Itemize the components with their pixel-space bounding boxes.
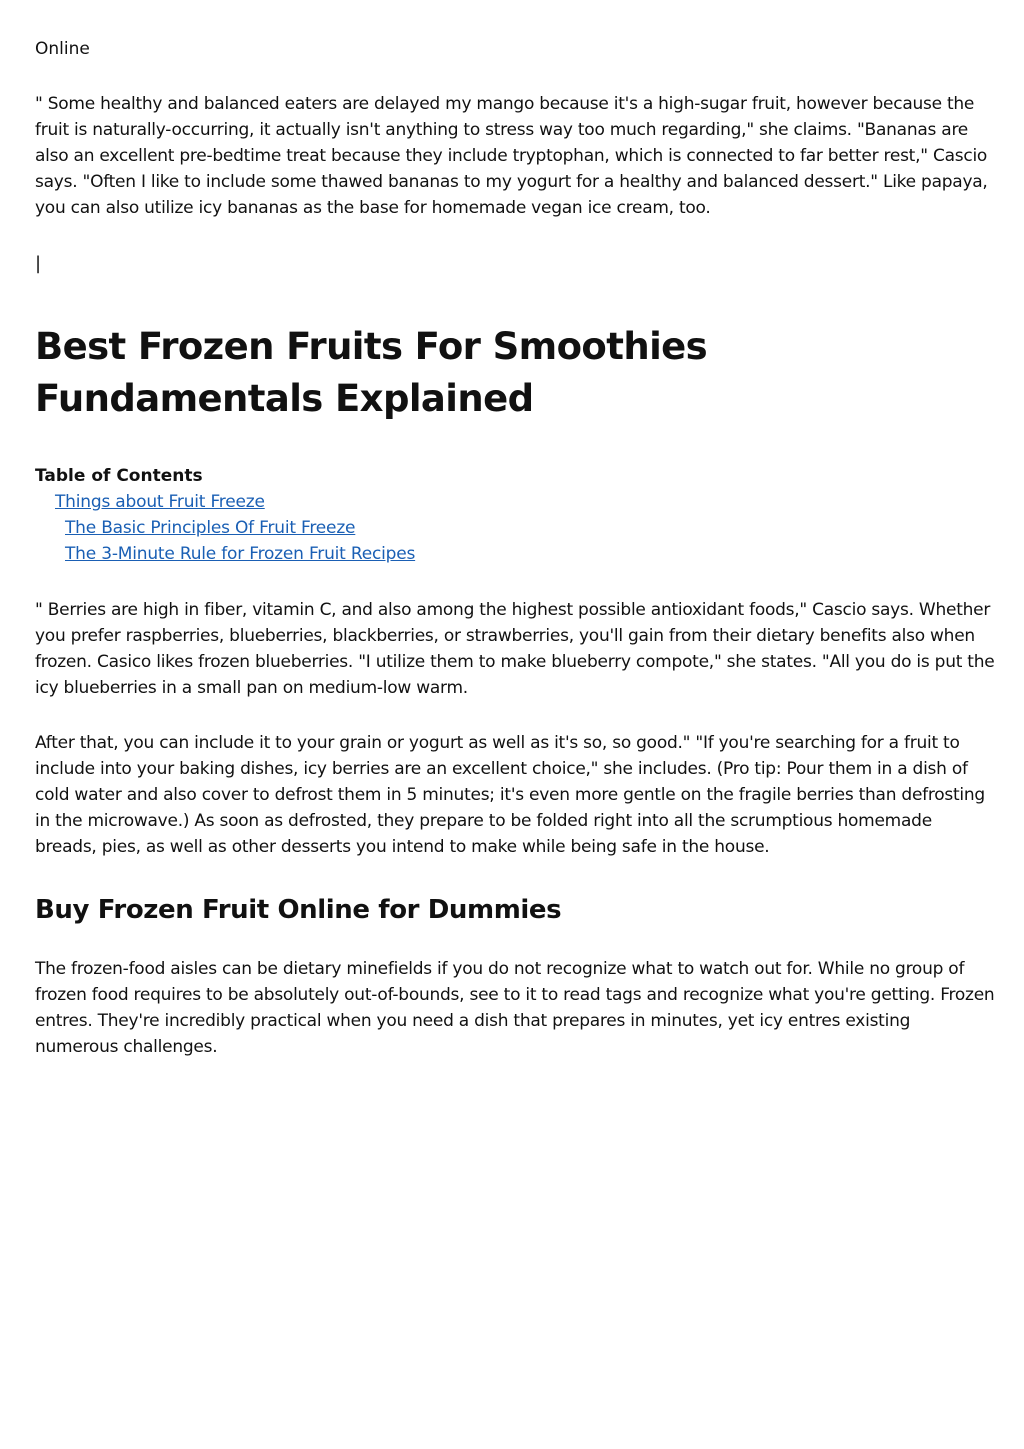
intro-top-word: Online bbox=[35, 39, 90, 59]
toc-heading: Table of Contents bbox=[35, 466, 203, 486]
toc-item bbox=[35, 541, 995, 567]
separator-bar: | bbox=[35, 253, 42, 274]
toc-item bbox=[35, 515, 995, 541]
toc-link-3-minute-rule[interactable]: The 3-Minute Rule for Frozen Fruit Recipes bbox=[65, 544, 416, 564]
intro-paragraph: " Some healthy and balanced eaters are delayed my mango because it's a high-sugar fruit, however because the fruit is naturally-occurring, it actually isn't anything to stress way too much regarding," she claims. "Bananas are also an excellent pre-bedtime treat because they include tryptophan, which is connected to far better rest," Cascio says. "Often I like to include some thawed bananas to my yogurt for a healthy and balanced dessert." Like papaya, you can also utilize icy bananas as the base for homemade vegan ice cream, too. bbox=[35, 94, 988, 218]
article-title: Best Frozen Fruits For Smoothies Fundamentals Explained bbox=[35, 325, 708, 420]
toc-item bbox=[35, 489, 995, 515]
table-of-contents bbox=[35, 463, 995, 567]
document-page bbox=[35, 36, 995, 1060]
body-paragraph-baking: After that, you can include it to your grain or yogurt as well as it's so, so good." "If you're searching for a fruit to include into your baking dishes, icy berries are an excellent choice," she includes. (Pro tip: Pour them in a dish of cold water and also cover to defrost them in 5 minutes; it's even more gentle on the fragile berries than defrosting in the microwave.) As soon as defrosted, they prepare to be folded right into all the scrumptious homemade breads, pies, as well as other desserts you intend to make while being safe in the house. bbox=[35, 733, 985, 857]
toc-link-things-about-fruit-freeze[interactable]: Things about Fruit Freeze bbox=[55, 492, 265, 512]
toc-list bbox=[35, 489, 995, 567]
body-paragraph-frozen-food: The frozen-food aisles can be dietary minefields if you do not recognize what to watch out for. While no group of frozen food requires to be absolutely out-of-bounds, see to it to read tags and recognize what you're getting. Frozen entres. They're incredibly practical when you need a dish that prepares in minutes, yet icy entres existing numerous challenges. bbox=[35, 959, 995, 1057]
section-heading: Buy Frozen Fruit Online for Dummies bbox=[35, 895, 562, 925]
toc-link-basic-principles[interactable]: The Basic Principles Of Fruit Freeze bbox=[65, 518, 356, 538]
body-paragraph-berries: " Berries are high in fiber, vitamin C, and also among the highest possible antioxidant foods," Cascio says. Whether you prefer raspberries, blueberries, blackberries, or strawberries, you'll gain from their dietary benefits also when frozen. Casico likes frozen blueberries. "I utilize them to make blueberry compote," she states. "All you do is put the icy blueberries in a small pan on medium-low warm. bbox=[35, 600, 995, 698]
